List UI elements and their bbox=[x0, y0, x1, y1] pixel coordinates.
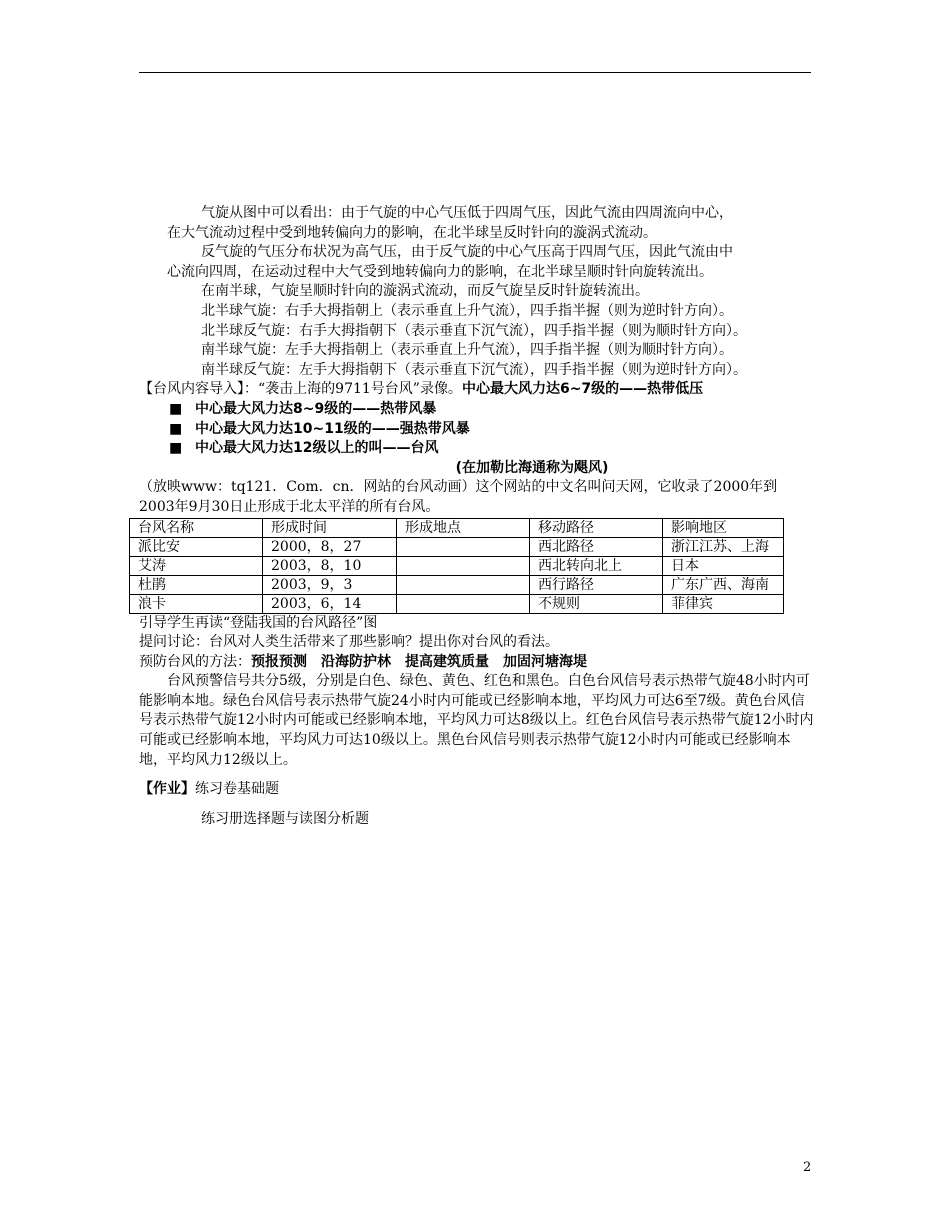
rule-nh-cyclone: 北半球气旋：右手大拇指朝上（表示垂直上升气流），四手指半握（则为逆时针方向）。 bbox=[201, 302, 733, 319]
bullet-item: ■ 中心最大风力达10~11级的——强热带风暴 bbox=[139, 420, 815, 440]
table-cell: 西行路径 bbox=[530, 575, 663, 594]
table-cell: 派比安 bbox=[130, 537, 263, 556]
video-note-line2: 2003年9月30日止形成于北太平洋的所有台风。 bbox=[139, 498, 440, 515]
table-cell: 浪卡 bbox=[130, 594, 263, 613]
square-bullet-icon: ■ bbox=[169, 400, 183, 417]
prevention-methods: 预报预测 沿海防护林 提高建筑质量 加固河塘海堤 bbox=[251, 653, 587, 670]
table-cell: 西北路径 bbox=[530, 537, 663, 556]
typhoon-intro-text: 【台风内容导入】：“袭击上海的9711号台风”录像。 bbox=[139, 381, 462, 398]
homework-line bbox=[139, 780, 815, 800]
document-body bbox=[139, 204, 815, 829]
typhoon-table bbox=[129, 518, 784, 614]
typhoon-intro bbox=[139, 380, 815, 400]
homework-text: 练习卷基础题 bbox=[195, 781, 279, 798]
prevention-line bbox=[139, 653, 815, 673]
homework-line-2: 练习册选择题与读图分析题 bbox=[201, 810, 369, 827]
table-cell: 艾涛 bbox=[130, 556, 263, 575]
table-row bbox=[130, 556, 784, 575]
prevention-label: 预防台风的方法： bbox=[139, 653, 251, 670]
table-cell: 2003，6，14 bbox=[263, 594, 397, 613]
table-cell bbox=[397, 594, 530, 613]
table-cell: 西北转向北上 bbox=[530, 556, 663, 575]
cyclone-paragraph: 气旋从图中可以看出：由于气旋的中心气压低于四周气压，因此气流由四周流向中心， bbox=[201, 205, 733, 221]
video-note-line1: （放映www：tq121．Com．cn．网站的台风动画）这个网站的中文名叫问天网，它收录了2000年到 bbox=[139, 479, 778, 496]
table-row bbox=[130, 575, 784, 594]
table-cell bbox=[397, 537, 530, 556]
table-header-cell: 台风名称 bbox=[130, 518, 263, 537]
table-cell: 杜鹃 bbox=[130, 575, 263, 594]
cyclone-paragraph-cont: 在大气流动过程中受到地转偏向力的影响，在北半球呈反时针向的漩涡式流动。 bbox=[167, 224, 657, 241]
header-rule bbox=[139, 72, 811, 73]
table-header-cell: 影响地区 bbox=[663, 518, 784, 537]
anticyclone-paragraph: 反气旋的气压分布状况为高气压，由于反气旋的中心气压高于四周气压，因此气流由中 bbox=[201, 244, 733, 261]
table-cell: 不规则 bbox=[530, 594, 663, 613]
guide-line: 引导学生再读“登陆我国的台风路径”图 bbox=[139, 614, 378, 631]
page-number: 2 bbox=[803, 1160, 812, 1175]
warning-paragraph: 台风预警信号共分5级，分别是白色、绿色、黄色、红色和黑色。白色台风信号表示热带气旋48小时内可能影响本地。绿色台风信号表示热带气旋24小时内可能或已经影响本地，平均风力可达6至7级。黄色台风信号表示热带气旋12小时内可能或已经影响本地，平均风力可达8级以上。红色台风信号表示热带气旋12小时内可能或已经影响本地，平均风力可达10级以上。黑色台风信号则表示热带气旋12小时内可能或已经影响本地，平均风力12级以上。 bbox=[139, 673, 814, 768]
table-cell bbox=[397, 575, 530, 594]
table-cell: 广东广西、海南 bbox=[663, 575, 784, 594]
table-header-cell: 形成地点 bbox=[397, 518, 530, 537]
anticyclone-paragraph-cont: 心流向四周，在运动过程中大气受到地转偏向力的影响，在北半球呈顺时针向旋转流出。 bbox=[167, 263, 713, 280]
table-row bbox=[130, 594, 784, 613]
rule-nh-anticyclone: 北半球反气旋：右手大拇指朝下（表示垂直下沉气流），四手指半握（则为顺时针方向）。 bbox=[201, 322, 747, 339]
table-cell: 菲律宾 bbox=[663, 594, 784, 613]
square-bullet-icon: ■ bbox=[169, 440, 183, 457]
table-header-cell: 形成时间 bbox=[263, 518, 397, 537]
bullet-item: ■ 中心最大风力达12级以上的叫——台风 bbox=[139, 439, 815, 459]
typhoon-intro-bold: 中心最大风力达6~7级的——热带低压 bbox=[461, 381, 704, 398]
table-cell: 日本 bbox=[663, 556, 784, 575]
table-header-cell: 移动路径 bbox=[530, 518, 663, 537]
table-cell: 2003，9，3 bbox=[263, 575, 397, 594]
bullet-item: ■ 中心最大风力达8~9级的——热带风暴 bbox=[139, 400, 815, 420]
table-header-row bbox=[130, 518, 784, 537]
discussion-line: 提问讨论：台风对人类生活带来了那些影响？提出你对台风的看法。 bbox=[139, 634, 559, 651]
table-cell bbox=[397, 556, 530, 575]
southern-hemisphere-paragraph: 在南半球，气旋呈顺时针向的漩涡式流动，而反气旋呈反时针旋转流出。 bbox=[201, 283, 649, 300]
hurricane-note: (在加勒比海通称为飓风) bbox=[455, 459, 609, 476]
rule-sh-anticyclone: 南半球反气旋：左手大拇指朝下（表示垂直下沉气流），四手指半握（则为逆时针方向）。 bbox=[201, 361, 747, 378]
table-cell: 浙江江苏、上海 bbox=[663, 537, 784, 556]
rule-sh-cyclone: 南半球气旋：左手大拇指朝上（表示垂直上升气流），四手指半握（则为顺时针方向）。 bbox=[201, 342, 733, 359]
square-bullet-icon: ■ bbox=[169, 420, 183, 437]
table-row bbox=[130, 537, 784, 556]
table-cell: 2003，8，10 bbox=[263, 556, 397, 575]
table-cell: 2000，8，27 bbox=[263, 537, 397, 556]
homework-label: 【作业】 bbox=[139, 781, 195, 798]
